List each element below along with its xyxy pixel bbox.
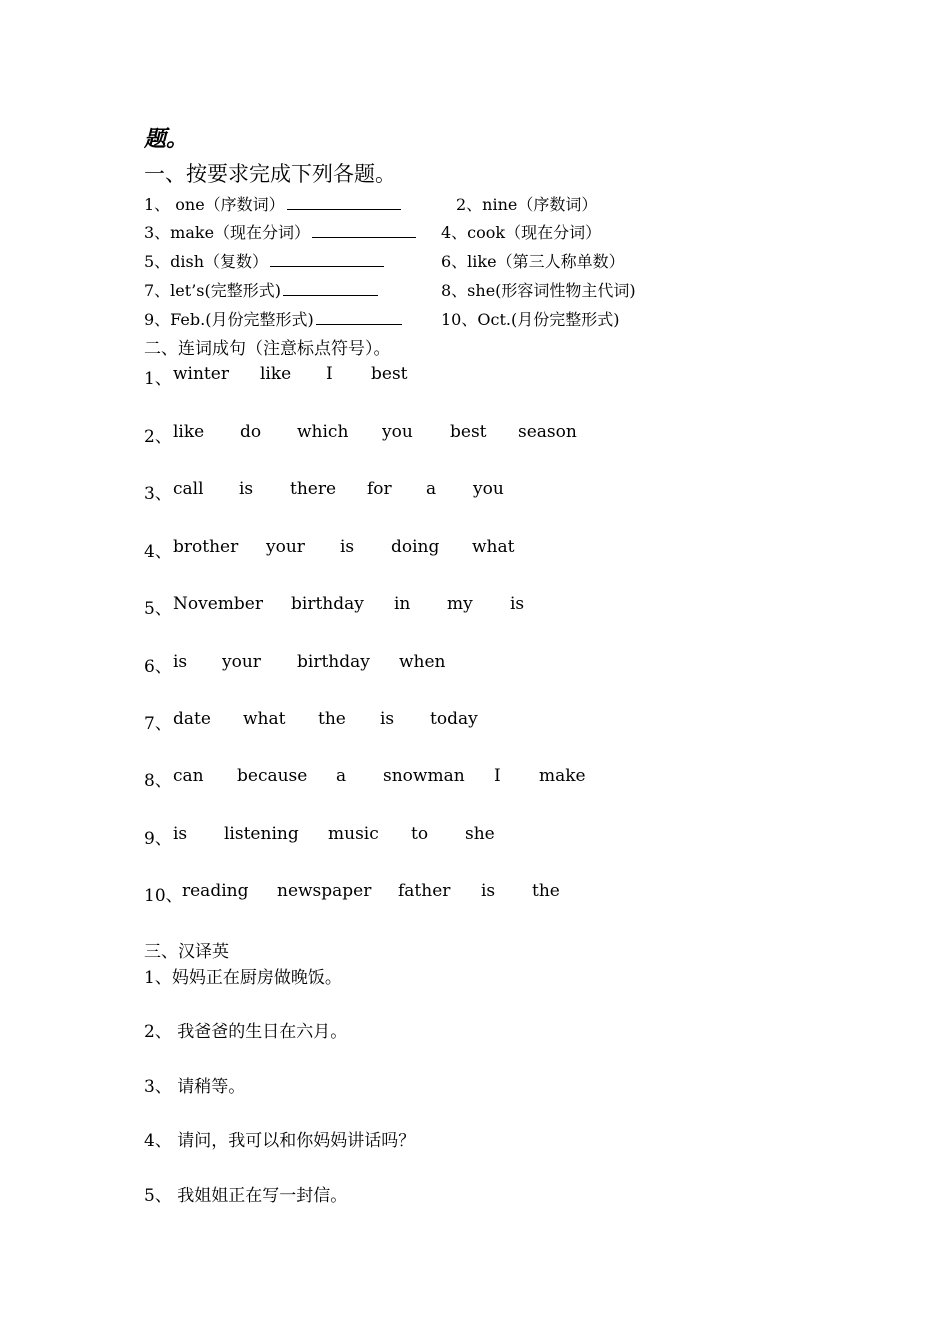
word: what (472, 537, 515, 557)
s1-item-2 (456, 192, 597, 215)
header-fragment: 题。 (144, 126, 189, 152)
row-number: 9、 (144, 829, 172, 849)
word: to (411, 824, 429, 844)
s3-item: 1、妈妈正在厨房做晚饭。 (144, 968, 342, 988)
word: which (297, 422, 349, 442)
word: because (237, 766, 308, 786)
s1-item-8 (441, 278, 636, 301)
word: today (430, 709, 478, 729)
word: do (240, 422, 262, 442)
word: is (239, 479, 254, 499)
word: a (426, 479, 437, 499)
word: your (266, 537, 305, 557)
word: birthday (297, 652, 370, 672)
word: winter (173, 364, 229, 384)
word: you (473, 479, 504, 499)
s1-item-label: 5、dish（复数） (144, 252, 269, 271)
word: date (173, 709, 211, 729)
answer-blank[interactable] (287, 195, 401, 210)
word: listening (224, 824, 299, 844)
word: birthday (291, 594, 364, 614)
s1-item-1 (144, 192, 401, 215)
word: make (539, 766, 586, 786)
word: my (447, 594, 473, 614)
word: snowman (383, 766, 465, 786)
row-number: 4、 (144, 542, 172, 562)
word: newspaper (277, 881, 372, 901)
word: she (465, 824, 495, 844)
section3-title: 三、汉译英 (144, 942, 229, 962)
row-number: 5、 (144, 599, 172, 619)
word: there (290, 479, 337, 499)
s1-item-9 (144, 307, 402, 330)
row-number: 2、 (144, 427, 172, 447)
word: best (450, 422, 487, 442)
s1-item-label: 7、let’s(完整形式) (144, 281, 281, 300)
row-number: 8、 (144, 771, 172, 791)
answer-blank[interactable] (316, 310, 402, 325)
word: is (510, 594, 525, 614)
word: is (340, 537, 355, 557)
word: the (318, 709, 346, 729)
s1-item-label: 1、 one（序数词） (144, 195, 285, 214)
word: is (173, 652, 188, 672)
row-number: 1、 (144, 369, 172, 389)
s3-item: 3、 请稍等。 (144, 1077, 246, 1097)
section1-title: 一、按要求完成下列各题。 (144, 162, 396, 186)
row-number: 3、 (144, 484, 172, 504)
word: you (382, 422, 413, 442)
s1-item-6 (441, 249, 625, 272)
s1-item-7 (144, 278, 378, 301)
section2-title: 二、连词成句（注意标点符号）。 (144, 339, 391, 359)
row-number: 7、 (144, 714, 172, 734)
s1-item-label: 2、nine（序数词） (456, 195, 598, 214)
word: father (398, 881, 451, 901)
word: November (173, 594, 263, 614)
word: best (371, 364, 408, 384)
word: like (260, 364, 292, 384)
row-number: 6、 (144, 657, 172, 677)
s1-item-label: 8、she(形容词性物主代词) (441, 281, 636, 300)
word: I (494, 766, 501, 786)
word: call (173, 479, 204, 499)
s1-item-label: 4、cook（现在分词） (441, 223, 602, 242)
s1-item-label: 6、like（第三人称单数） (441, 252, 625, 271)
word: is (173, 824, 188, 844)
word: music (328, 824, 379, 844)
word: is (380, 709, 395, 729)
answer-blank[interactable] (283, 281, 378, 296)
word: I (326, 364, 333, 384)
word: like (173, 422, 205, 442)
word: is (481, 881, 496, 901)
s1-item-label: 3、make（现在分词） (144, 223, 311, 242)
s1-item-label: 9、Feb.(月份完整形式) (144, 310, 314, 329)
word: your (222, 652, 261, 672)
answer-blank[interactable] (312, 223, 416, 238)
s3-item: 2、 我爸爸的生日在六月。 (144, 1022, 348, 1042)
word: doing (391, 537, 440, 557)
answer-blank[interactable] (270, 252, 384, 267)
word: a (336, 766, 347, 786)
word: the (532, 881, 560, 901)
word: in (394, 594, 411, 614)
s1-item-5 (144, 249, 384, 272)
word: for (367, 479, 392, 499)
s1-item-3 (144, 220, 416, 243)
word: what (243, 709, 286, 729)
s1-item-label: 10、Oct.(月份完整形式) (441, 310, 620, 329)
word: when (399, 652, 446, 672)
s1-item-4 (441, 220, 601, 243)
word: reading (182, 881, 249, 901)
word: brother (173, 537, 239, 557)
word: can (173, 766, 204, 786)
s3-item: 4、 请问，我可以和你妈妈讲话吗？ (144, 1131, 416, 1151)
row-number: 10、 (144, 886, 183, 906)
s1-item-10 (441, 307, 619, 330)
word: season (518, 422, 577, 442)
s3-item: 5、 我姐姐正在写一封信。 (144, 1186, 348, 1206)
